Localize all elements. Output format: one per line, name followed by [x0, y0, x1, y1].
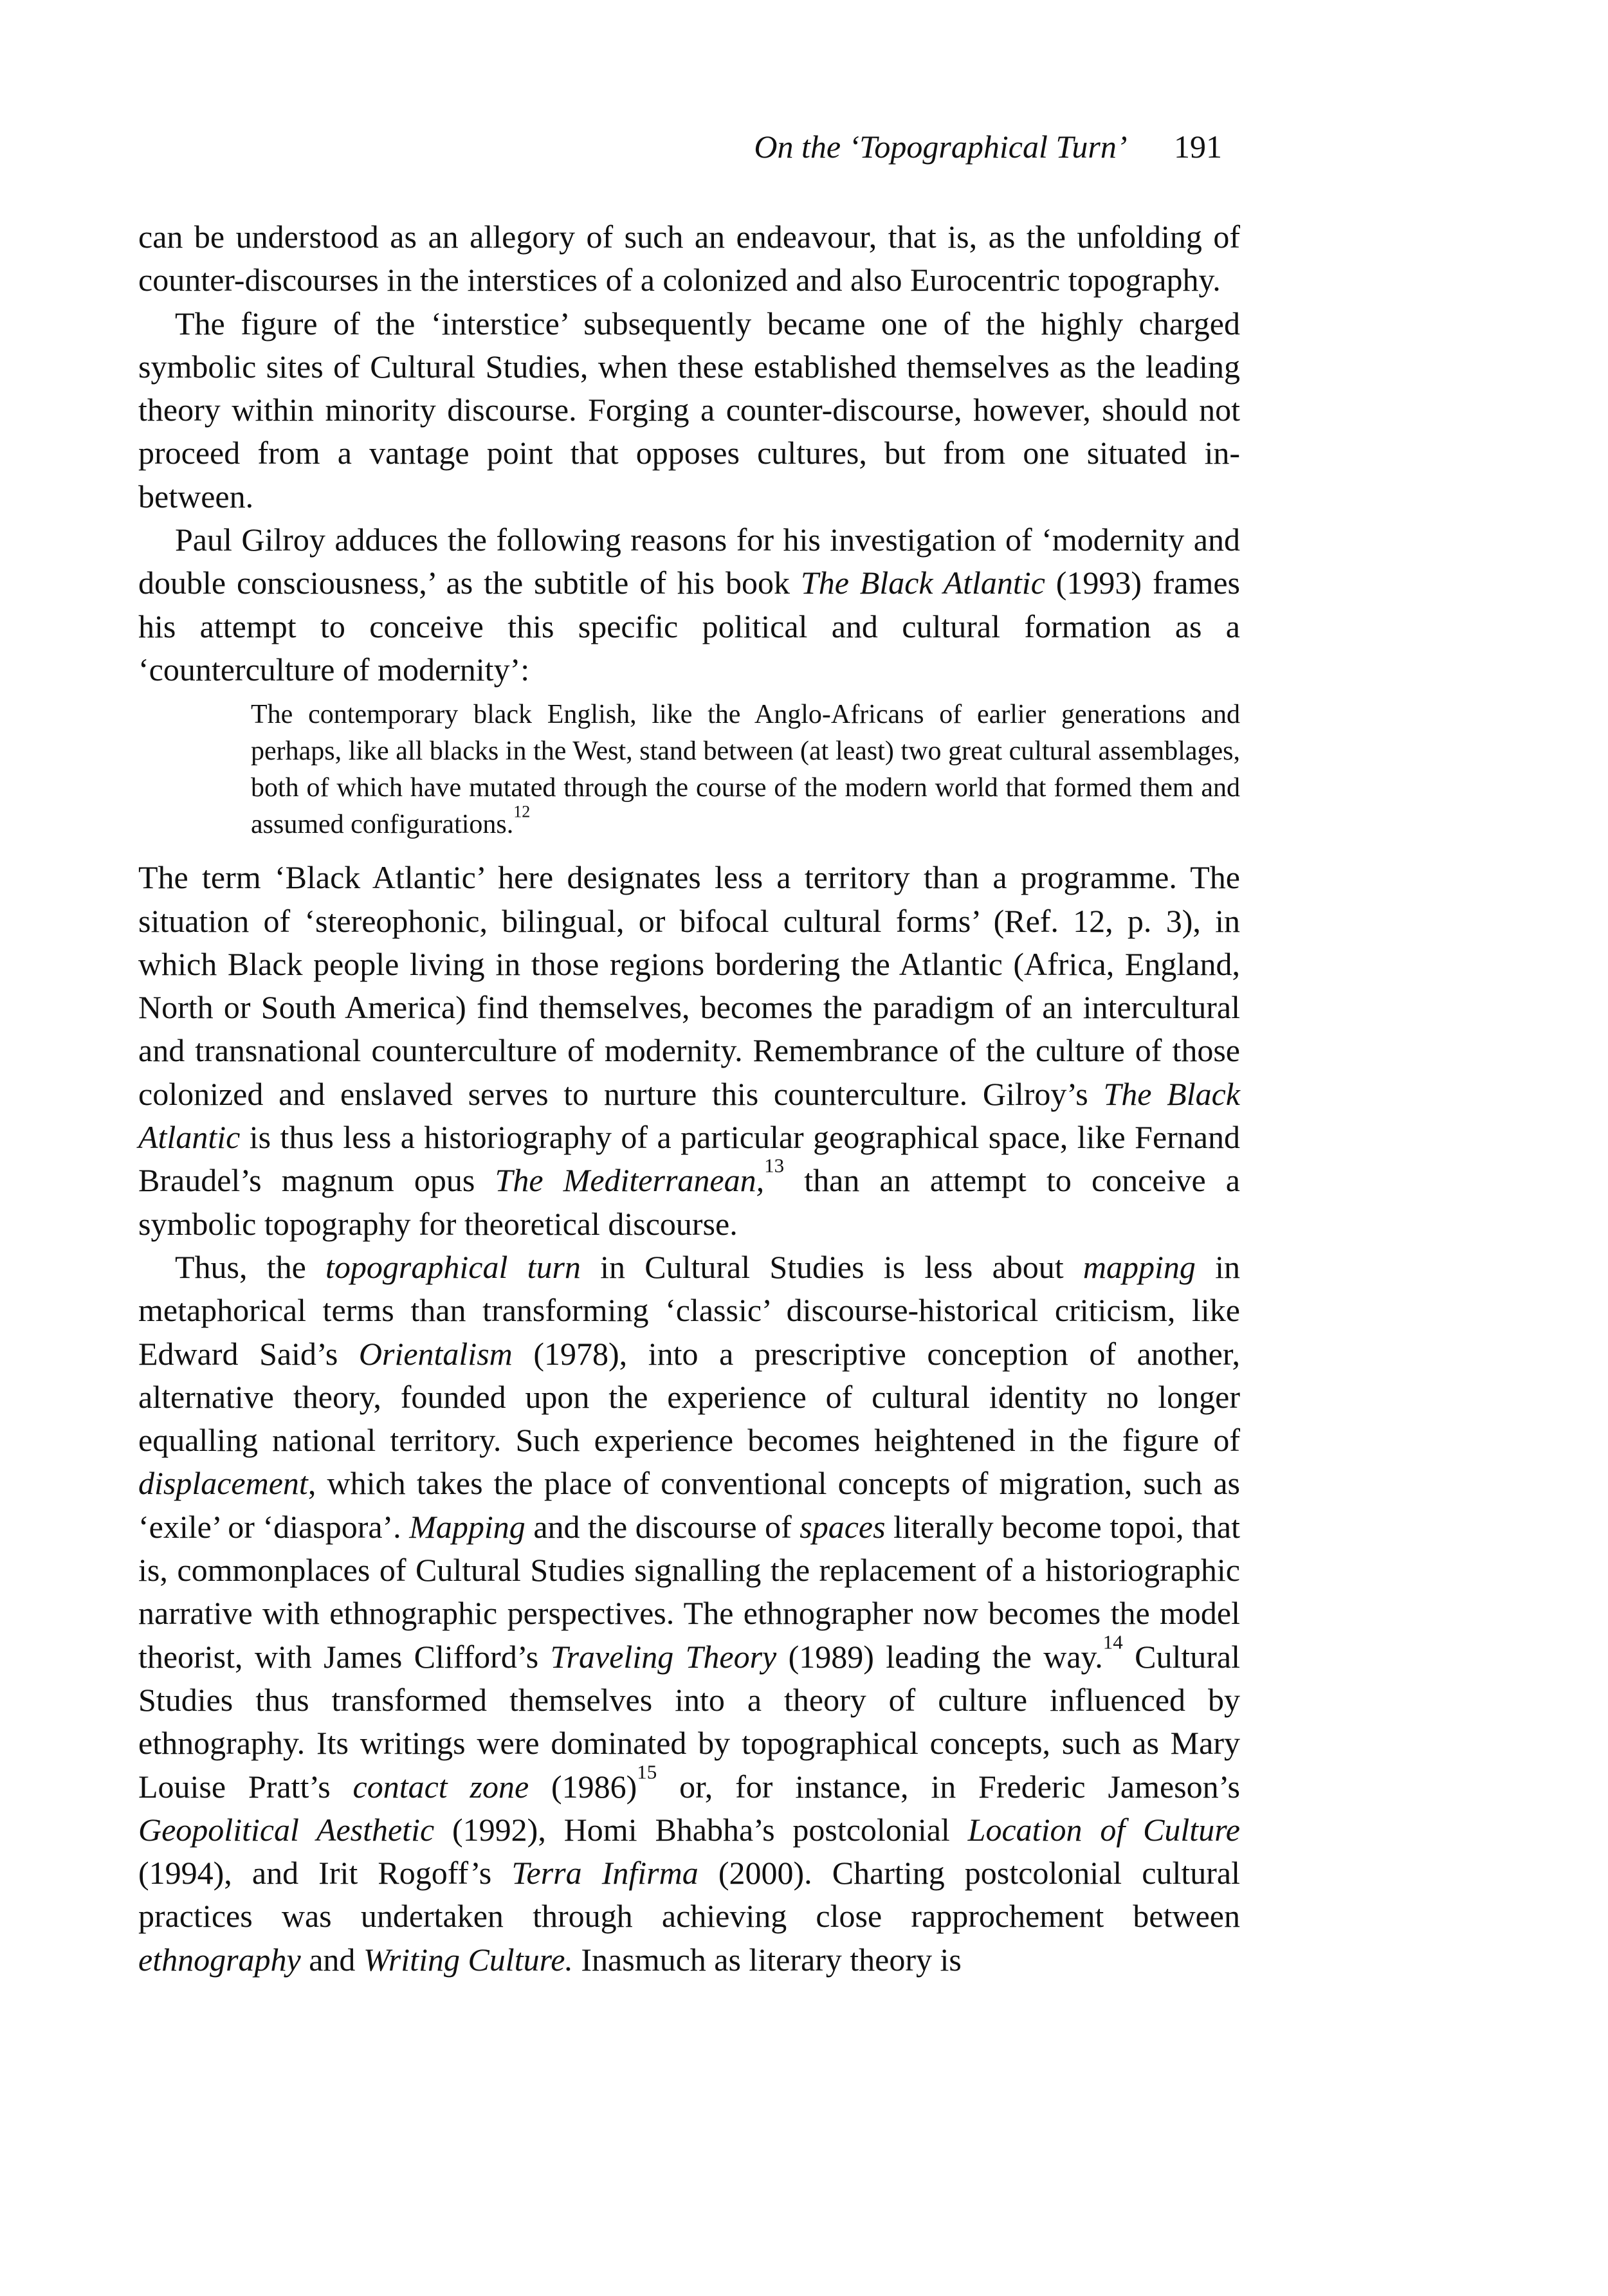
- text-run: in Cultural Studies is less about: [580, 1248, 1083, 1285]
- book-title: Orientalism: [358, 1335, 513, 1372]
- book-title: Terra Infirma: [511, 1855, 699, 1891]
- paragraph-2: [138, 302, 1240, 518]
- emphasis: contact zone: [352, 1768, 529, 1805]
- book-title: Traveling Theory: [550, 1638, 777, 1675]
- page-header: [643, 127, 1222, 166]
- footnote-ref: 12: [513, 802, 531, 821]
- text-run: or, for instance, in Frederic Jameson’s: [657, 1768, 1240, 1805]
- text-run: and the discourse of: [525, 1508, 800, 1545]
- text-run: than an attempt to conceive a symbolic topography for theoretical discourse.: [138, 1162, 1240, 1242]
- book-title: Writing Culture.: [363, 1941, 573, 1978]
- emphasis: mapping: [1083, 1248, 1196, 1285]
- text-run: The figure of the ‘interstice’ subsequently became one of the highly charged symbolic sites of Cultural Studies, when these established themselves as the leading theory within minority discourse. Forging a counter-discourse, however, should not proceed from a vantage point that opposes cultures, but from one situated in-between.: [138, 305, 1240, 515]
- paragraph-1: [138, 215, 1240, 302]
- body-text: [138, 215, 1240, 1982]
- book-title: The Black Atlantic: [800, 565, 1045, 601]
- book-title: The Mediterranean,: [495, 1162, 765, 1199]
- running-title: On the ‘Topographical Turn’: [754, 129, 1128, 165]
- emphasis: ethnography: [138, 1941, 301, 1978]
- text-run: Inasmuch as literary theory is: [572, 1941, 962, 1978]
- text-run: is thus less a historiography of a particular geographical space, like Fernand Braudel’s magnum opus: [138, 1119, 1240, 1199]
- text-run: (1978), into a prescriptive conception of another, alternative theory, founded upon the experience of cultural identity no longer equalling national territory. Such experience becomes heightened in the figure of: [138, 1335, 1240, 1459]
- emphasis: Mapping: [409, 1508, 525, 1545]
- text-run: , which takes the place of conventional concepts of migration, such as ‘exile’ or ‘diaspora’.: [138, 1465, 1240, 1545]
- text-run: Cultural Studies thus transformed themselves into a theory of culture influenced by ethnography. Its writings were dominated by topographical concepts, such as Mary Louise Pratt’s: [138, 1638, 1240, 1805]
- text-run: (1994), and Irit Rogoff’s: [138, 1855, 512, 1891]
- text-run: and: [300, 1941, 363, 1978]
- text-run: Thus, the: [175, 1248, 326, 1285]
- text-run: (1986): [529, 1768, 637, 1805]
- emphasis: topographical turn: [325, 1248, 581, 1285]
- emphasis: spaces: [799, 1508, 886, 1545]
- book-title: Location of Culture: [967, 1811, 1240, 1848]
- block-quote: [138, 697, 1240, 843]
- text-run: (2000). Charting postcolonial cultural practices was undertaken through achieving close rapprochement between: [138, 1855, 1240, 1935]
- paragraph-4: [138, 856, 1240, 1246]
- text-run: (1989) leading the way.: [776, 1638, 1103, 1675]
- text-run: can be understood as an allegory of such an endeavour, that is, as the unfolding of counter-discourses in the interstices of a colonized and also Eurocentric topography.: [138, 219, 1240, 298]
- book-title: Geopolitical Aesthetic: [138, 1811, 435, 1848]
- text-run: (1993) frames his attempt to conceive this specific political and cultural formation as a ‘counterculture of modernity’:: [138, 565, 1241, 688]
- footnote-ref: 13: [764, 1154, 785, 1177]
- text-run: The term ‘Black Atlantic’ here designates less a territory than a programme. The situation of ‘stereophonic, bilingual, or bifocal cultural forms’ (Ref. 12, p. 3), in which Black people living in those regions bordering the Atlantic (Africa, England, North or South America) find themselves, becomes the paradigm of an intercultural and transnational counterculture of modernity. Remembrance of the culture of those colonized and enslaved serves to nurture this counterculture. Gilroy’s: [138, 859, 1240, 1112]
- book-title: The Black Atlantic: [138, 1075, 1240, 1156]
- quote-text: The contemporary black English, like the Anglo-Africans of earlier generations and perhaps, like all blacks in the West, stand between (at least) two great cultural assemblages, both of which have mutated through the course of the modern world that formed them and assumed configurations.: [251, 700, 1240, 840]
- footnote-ref: 14: [1102, 1630, 1123, 1654]
- text-run: literally become topoi, that is, commonplaces of Cultural Studies signalling the replacement of a historiographic narrative with ethnographic perspectives. The ethnographer now becomes the model theorist, with James Clifford’s: [138, 1508, 1240, 1675]
- emphasis: displacement: [138, 1465, 308, 1502]
- footnote-ref: 15: [637, 1760, 657, 1783]
- text-run: (1992), Homi Bhabha’s postcolonial: [434, 1811, 968, 1848]
- paragraph-5: [138, 1246, 1240, 1982]
- paragraph-3: [138, 518, 1240, 691]
- page-number: 191: [1174, 129, 1222, 165]
- text-run: in metaphorical terms than transforming ‘classic’ discourse-historical criticism, like Edward Said’s: [138, 1248, 1240, 1372]
- text-run: Paul Gilroy adduces the following reasons for his investigation of ‘modernity and double consciousness,’ as the subtitle of his book: [138, 522, 1240, 601]
